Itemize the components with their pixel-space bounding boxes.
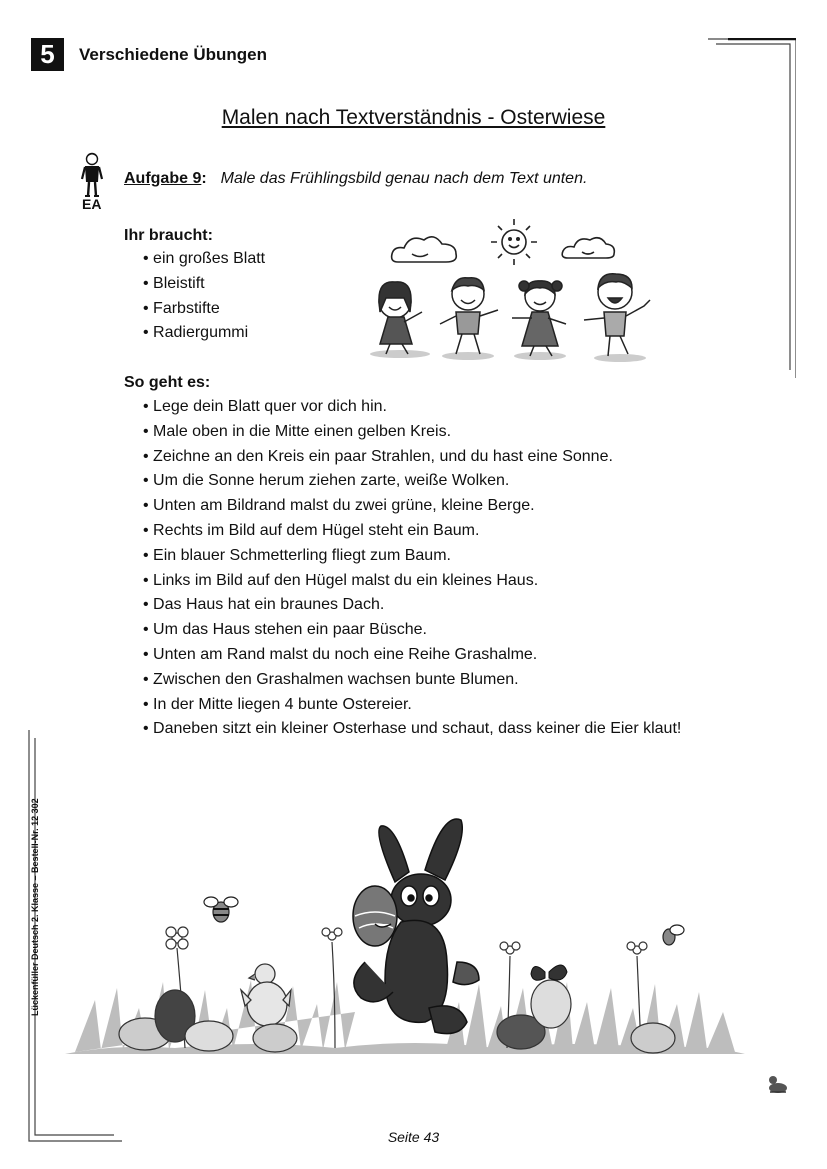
- task-line: [124, 170, 587, 188]
- list-item: • Bleistift: [143, 274, 205, 292]
- page-title-text: Malen nach Textverständnis - Osterwiese: [221, 106, 606, 129]
- list-item: • Rechts im Bild auf dem Hügel steht ein Baum.: [143, 521, 480, 539]
- materials-heading: Ihr braucht:: [124, 227, 213, 244]
- list-item: • Unten am Rand malst du noch eine Reihe Grashalme.: [143, 645, 538, 663]
- list-item: • Ein blauer Schmetterling fliegt zum Baum.: [143, 546, 451, 564]
- list-item: • Farbstifte: [143, 299, 220, 317]
- steps-list: [143, 395, 681, 742]
- list-item: • Um das Haus stehen ein paar Büsche.: [143, 621, 427, 639]
- steps-heading: So geht es:: [124, 374, 211, 391]
- child-3-icon: [512, 281, 566, 360]
- page-number: Seite 43: [387, 1129, 440, 1145]
- single-work-figure-icon: [80, 152, 104, 198]
- butterfly-icon: [531, 965, 567, 980]
- list-item: • Male oben in die Mitte einen gelben Kreis.: [143, 422, 452, 440]
- children-sun-clouds-illustration: [360, 214, 660, 364]
- list-item: • Zwischen den Grashalmen wachsen bunte Blumen.: [143, 670, 519, 688]
- cloud-left-icon: [392, 237, 457, 262]
- list-item: • Das Haus hat ein braunes Dach.: [143, 596, 385, 614]
- publisher-order-info: Lückenfüller Deutsch 2. Klasse – Bestell-Nr. 12 302: [30, 798, 40, 1016]
- easter-meadow-illustration: [55, 812, 755, 1062]
- task-colon: :: [201, 170, 207, 187]
- task-label: Aufgabe 9: [124, 170, 202, 187]
- child-2-icon: [440, 278, 498, 360]
- list-item: • In der Mitte liegen 4 bunte Ostereier.: [143, 695, 412, 713]
- chapter-title: Verschiedene Übungen: [79, 45, 267, 64]
- page-title: [0, 106, 827, 130]
- page-frame-top-right: [708, 38, 796, 378]
- cloud-right-icon: [562, 238, 614, 258]
- publisher-logo-icon: [766, 1066, 788, 1094]
- list-item: • Links im Bild auf den Hügel malst du ein kleines Haus.: [143, 571, 539, 589]
- list-item: • Um die Sonne herum ziehen zarte, weiße Wolken.: [143, 472, 510, 490]
- child-4-icon: [584, 274, 650, 362]
- list-item: • ein großes Blatt: [143, 250, 266, 267]
- list-item: • Daneben sitzt ein kleiner Osterhase und schaut, dass keiner die Eier klaut!: [143, 720, 682, 738]
- easter-bunny-icon: [353, 819, 479, 1034]
- task-instruction: Male das Frühlingsbild genau nach dem Text unten.: [220, 170, 588, 187]
- list-item: • Lege dein Blatt quer vor dich hin.: [143, 398, 387, 415]
- work-form-label: EA: [82, 196, 102, 212]
- list-item: • Zeichne an den Kreis ein paar Strahlen, und du hast eine Sonne.: [143, 447, 613, 465]
- materials-list: [143, 247, 265, 346]
- list-item: • Unten am Bildrand malst du zwei grüne, kleine Berge.: [143, 497, 535, 515]
- child-1-icon: [370, 282, 430, 358]
- chapter-number-badge: 5: [31, 38, 64, 71]
- list-item: • Radiergummi: [143, 324, 249, 342]
- sun-icon: [491, 219, 537, 265]
